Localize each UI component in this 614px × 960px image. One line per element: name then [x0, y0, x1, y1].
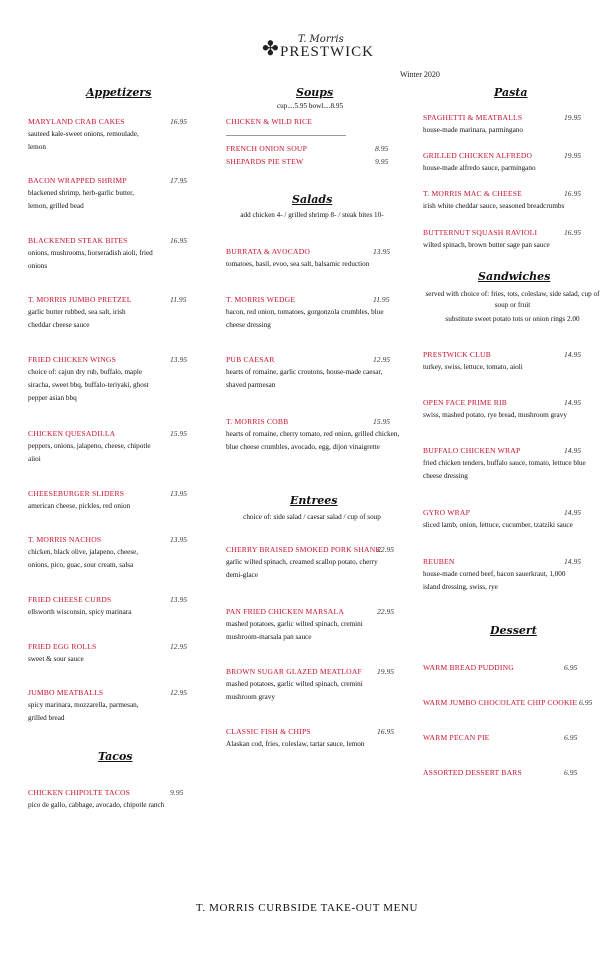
item-name: JUMBO MEATBALLS	[28, 688, 104, 697]
salads-addon-note: add chicken 4- / grilled shrimp 8- / steak bites 10-	[240, 211, 384, 219]
menu-item	[423, 398, 598, 422]
item-price: 19.95	[377, 667, 395, 676]
menu-item	[28, 595, 203, 619]
item-description: house-made marinara, parmingano	[423, 126, 523, 134]
item-description: chicken, black olive, jalapeno, cheese, onions, pico, guac, sour cream, salsa	[28, 548, 139, 569]
item-description: house-made alfredo sauce, parmingano	[423, 164, 536, 172]
item-name: REUBEN	[423, 557, 455, 566]
item-price: 15.95	[170, 429, 188, 438]
menu-item	[28, 429, 203, 466]
menu-item	[226, 545, 401, 582]
item-description: house-made corned beef, bacon sauerkraut, 1,000 island dressing, swiss, rye	[423, 570, 566, 591]
item-price: 14.95	[564, 350, 582, 359]
entrees-side-note: choice of: side salad / caesar salad / cup of soup	[243, 513, 381, 521]
item-name: CHICKEN CHIPOLTE TACOS	[28, 788, 131, 797]
item-price: 19.95	[564, 151, 582, 160]
item-name: CHICKEN & WILD RICE	[226, 117, 313, 126]
menu-item	[226, 117, 401, 126]
item-name: CHERRY BRAISED SMOKED PORK SHANK	[226, 545, 382, 554]
divider	[226, 135, 346, 136]
item-name: SHEPARDS PIE STEW	[226, 157, 304, 166]
item-price: 11.95	[373, 295, 390, 304]
logo-script-text: T. Morris	[298, 34, 344, 45]
menu-item	[226, 727, 401, 751]
menu-item	[423, 508, 598, 532]
menu-item	[423, 557, 598, 594]
item-name: FRIED EGG ROLLS	[28, 642, 97, 651]
menu-item	[423, 113, 598, 137]
menu-item	[28, 236, 203, 273]
item-name: T. MORRIS MAC & CHEESE	[423, 189, 522, 198]
item-price: 6.95	[564, 733, 578, 742]
item-description: garlic wilted spinach, creamed scallop potato, cherry demi-glace	[226, 558, 378, 579]
tacos-heading: Tacos	[98, 750, 133, 763]
menu-item	[423, 733, 598, 742]
item-price: 15.95	[373, 417, 391, 426]
item-name: BUFFALO CHICKEN WRAP	[423, 446, 521, 455]
item-price: 13.95	[170, 355, 188, 364]
item-name: WARM JUMBO CHOCOLATE CHIP COOKIE	[423, 698, 578, 707]
item-name: WARM PECAN PIE	[423, 733, 490, 742]
item-price: 19.95	[564, 113, 582, 122]
item-price: 17.95	[170, 176, 188, 185]
item-name: BROWN SUGAR GLAZED MEATLOAF	[226, 667, 362, 676]
menu-item	[226, 417, 401, 454]
pasta-heading: Pasta	[494, 86, 528, 99]
item-name: PAN FRIED CHICKEN MARSALA	[226, 607, 345, 616]
entrees-heading: Entrees	[290, 494, 338, 507]
item-price: 14.95	[564, 508, 582, 517]
item-price: 16.95	[377, 727, 395, 736]
menu-item	[28, 176, 203, 213]
menu-item	[423, 768, 598, 777]
item-price: 16.95	[564, 189, 582, 198]
item-description: turkey, swiss, lettuce, tomato, aioli	[423, 363, 523, 371]
menu-item	[28, 295, 203, 332]
item-price: 12.95	[170, 642, 188, 651]
item-description: peppers, onions, jalapeno, cheese, chipotle aiioi	[28, 442, 151, 463]
item-name: OPEN FACE PRIME RIB	[423, 398, 508, 407]
menu-footer-title: T. MORRIS CURBSIDE TAKE-OUT MENU	[195, 902, 419, 914]
item-name: T. MORRIS WEDGE	[226, 295, 296, 304]
item-name: SPAGHETTI & MEATBALLS	[423, 113, 523, 122]
menu-item	[28, 688, 203, 725]
logo-name-text: PRESTWICK	[280, 44, 375, 60]
soups-heading: Soups	[296, 86, 334, 99]
menu-item	[28, 642, 203, 666]
item-description: swiss, mashed potato, rye bread, mushroom gravy	[423, 411, 567, 419]
menu-item	[423, 350, 598, 374]
item-name: CHICKEN QUESADILLA	[28, 429, 116, 438]
menu-item	[226, 157, 401, 166]
item-price: 14.95	[564, 446, 582, 455]
item-description: irish white cheddar sauce, seasoned breadcrumbs	[423, 202, 565, 210]
menu-item	[28, 788, 203, 812]
item-price: 11.95	[170, 295, 187, 304]
item-name: BURRATA & AVOCADO	[226, 247, 311, 256]
menu-item	[226, 355, 401, 392]
menu-item	[423, 698, 598, 707]
item-description: american cheese, pickles, red onion	[28, 502, 131, 510]
item-price: 13.95	[373, 247, 391, 256]
item-description: wilted spinach, brown butter sage pan sauce	[423, 241, 550, 249]
item-description: hearts of romaine, cherry tomato, red onion, grilled chicken, blue cheese crumbles, avocado, egg, dijon vinaigrette	[226, 430, 400, 451]
item-description: tomatoes, basil, evoo, sea salt, balsamic reduction	[226, 260, 370, 268]
menu-item	[423, 189, 598, 213]
item-name: T. MORRIS JUMBO PRETZEL	[28, 295, 132, 304]
appetizers-heading: Appetizers	[86, 86, 152, 99]
item-description: Alaskan cod, fries, coleslaw, tartar sauce, lemon	[226, 740, 365, 748]
menu-item	[226, 667, 401, 704]
item-price: 9.95	[375, 157, 389, 166]
item-name: T. MORRIS COBB	[226, 417, 289, 426]
item-price: 12.95	[170, 688, 188, 697]
item-price: 16.95	[170, 236, 188, 245]
soups-price-note: cup....5.95 bowl....8.95	[276, 102, 344, 110]
item-name: PUB CAESAR	[226, 355, 275, 364]
menu-item	[226, 607, 401, 644]
item-price: 6.95	[564, 768, 578, 777]
item-description: sauteed kale-sweet onions, remoulade, lemon	[28, 130, 139, 151]
menu-item	[226, 144, 401, 153]
menu-item	[226, 247, 401, 271]
item-name: BUTTERNUT SQUASH RAVIOLI	[423, 228, 538, 237]
item-price: 14.95	[564, 398, 582, 407]
item-name: FRIED CHICKEN WINGS	[28, 355, 117, 364]
menu-item	[28, 117, 203, 154]
item-price: 12.95	[373, 355, 391, 364]
item-name: CHEESEBURGER SLIDERS	[28, 489, 125, 498]
item-description: ellsworth wisconsin, spicy marinara	[28, 608, 132, 616]
item-description: sweet & sour sauce	[28, 655, 84, 663]
item-description: fried chicken tenders, buffalo sauce, tomato, lettuce blue cheese dressing	[423, 459, 586, 480]
dessert-heading: Dessert	[490, 624, 537, 637]
item-name: T. MORRIS NACHOS	[28, 535, 102, 544]
menu-item	[28, 535, 203, 572]
item-name: PRESTWICK CLUB	[423, 350, 491, 359]
item-name: CLASSIC FISH & CHIPS	[226, 727, 311, 736]
menu-season: Winter 2020	[400, 70, 440, 79]
item-name: WARM BREAD PUDDING	[423, 663, 514, 672]
item-name: GYRO WRAP	[423, 508, 471, 517]
item-price: 22.95	[377, 607, 395, 616]
item-description: pico de gallo, cabbage, avocado, chipotle ranch	[28, 801, 165, 809]
menu-item	[226, 295, 401, 332]
item-name: ASSORTED DESSERT BARS	[423, 768, 522, 777]
item-description: hearts of romaine, garlic croutons, house-made caesar, shaved parmesan	[226, 368, 383, 389]
item-description: mashed potatoes, garlic wilted spinach, cremini mushroom-marsala pan sauce	[226, 620, 363, 641]
item-name: FRENCH ONION SOUP	[226, 144, 308, 153]
item-price: 16.95	[564, 228, 582, 237]
item-name: BACON WRAPPED SHRIMP	[28, 176, 127, 185]
item-price: 6.95	[564, 663, 578, 672]
sandwiches-side-note: served with choice of: fries, tots, coleslaw, side salad, cup of soup or fruit	[425, 290, 600, 309]
item-price: 16.95	[170, 117, 188, 126]
item-name: GRILLED CHICKEN ALFREDO	[423, 151, 533, 160]
item-description: blackened shrimp, herb-garlic butter, lemon, grilled bead	[28, 189, 135, 210]
item-price: 13.95	[170, 489, 188, 498]
item-price: 13.95	[170, 535, 188, 544]
item-name: BLACKENED STEAK BITES	[28, 236, 128, 245]
item-price: 22.95	[377, 545, 395, 554]
item-description: onions, mushrooms, horseradish aioli, fried onions	[28, 249, 153, 270]
item-price: 8.95	[375, 144, 389, 153]
menu-item	[28, 355, 203, 405]
item-description: garlic butter rubbed, sea salt, irish cheddar cheese sauce	[28, 308, 126, 329]
item-name: FRIED CHEESE CURDS	[28, 595, 112, 604]
menu-item	[423, 663, 598, 672]
item-description: spicy marinara, mozzarella, parmesan, grilled bread	[28, 701, 139, 722]
item-description: choice of: cajun dry rub, buffalo, maple siracha, sweet bbq, buffalo-teriyaki, ghost pepper asian bbq	[28, 368, 149, 402]
thistle-icon: ✤	[262, 36, 279, 60]
menu-item	[423, 151, 598, 175]
item-description: sliced lamb, onion, lettuce, cucumber, tzatziki sauce	[423, 521, 573, 529]
salads-heading: Salads	[292, 193, 333, 206]
sandwiches-substitute-note: substitute sweet potato tots or onion rings 2.00	[445, 315, 580, 323]
item-name: MARYLAND CRAB CAKES	[28, 117, 125, 126]
menu-item	[423, 228, 598, 252]
item-description: bacon, red onion, tomatoes, gorgonzola crumbles, blue cheese dressing	[226, 308, 384, 329]
item-price: 6.95	[579, 698, 593, 707]
item-price: 14.95	[564, 557, 582, 566]
menu-item	[423, 446, 598, 483]
item-price: 9.95	[170, 788, 184, 797]
menu-item	[28, 489, 203, 513]
restaurant-logo	[258, 34, 378, 64]
sandwiches-heading: Sandwiches	[478, 270, 551, 283]
item-description: mashed potatoes, garlic wilted spinach, cremini mushroom gravy	[226, 680, 363, 701]
item-price: 13.95	[170, 595, 188, 604]
